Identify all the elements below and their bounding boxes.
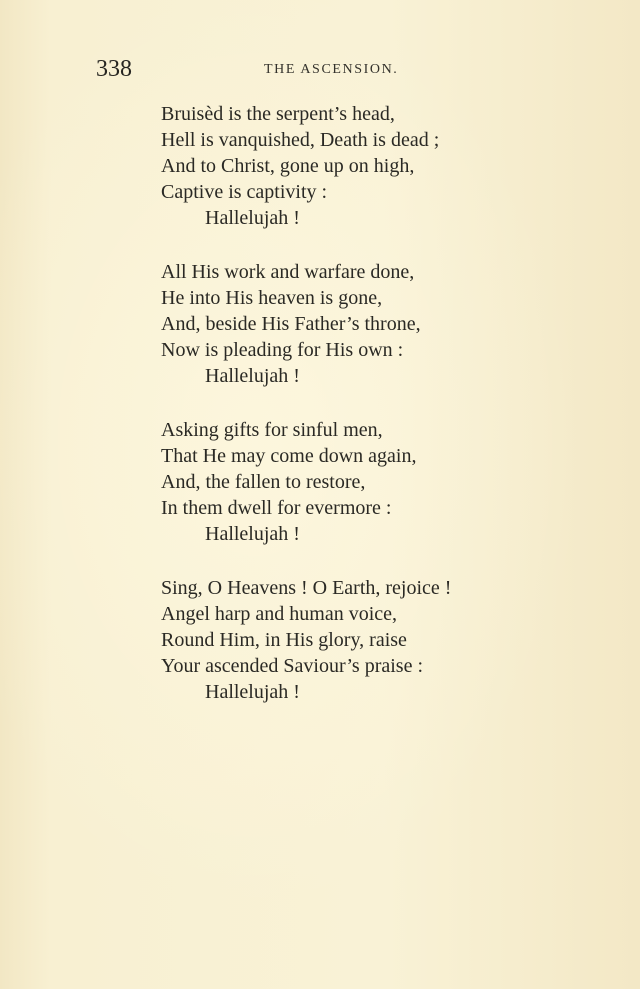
poem-line: And, the fallen to restore, bbox=[161, 471, 366, 493]
poem-line: Now is pleading for His own : bbox=[161, 339, 404, 361]
poem-line: Captive is captivity : bbox=[161, 181, 328, 203]
poem-line: That He may come down again, bbox=[161, 445, 417, 467]
poem-line: And, beside His Father’s throne, bbox=[161, 313, 421, 335]
refrain-line: Hallelujah ! bbox=[205, 681, 300, 703]
stanza-4 bbox=[161, 575, 581, 705]
poem-line: All His work and warfare done, bbox=[161, 261, 415, 283]
poem-line: Angel harp and human voice, bbox=[161, 603, 398, 625]
running-title: THE ASCENSION. bbox=[264, 62, 399, 77]
stanza-2 bbox=[161, 259, 581, 389]
stanza-3 bbox=[161, 417, 581, 547]
poem-line: Bruisèd is the serpent’s head, bbox=[161, 103, 395, 125]
page-header bbox=[96, 54, 526, 84]
poem-line: Sing, O Heavens ! O Earth, rejoice ! bbox=[161, 577, 452, 599]
poem-line: Round Him, in His glory, raise bbox=[161, 629, 407, 651]
stanza-1 bbox=[161, 101, 581, 231]
poem-line: Your ascended Saviour’s praise : bbox=[161, 655, 424, 677]
poem-line: He into His heaven is gone, bbox=[161, 287, 383, 309]
refrain-line: Hallelujah ! bbox=[205, 365, 300, 387]
poem-line: Asking gifts for sinful men, bbox=[161, 419, 383, 441]
refrain-line: Hallelujah ! bbox=[205, 207, 300, 229]
poem bbox=[161, 101, 581, 733]
page-number: 338 bbox=[96, 56, 132, 82]
poem-line: Hell is vanquished, Death is dead ; bbox=[161, 129, 440, 151]
poem-line: In them dwell for evermore : bbox=[161, 497, 392, 519]
poem-line: And to Christ, gone up on high, bbox=[161, 155, 415, 177]
refrain-line: Hallelujah ! bbox=[205, 523, 300, 545]
